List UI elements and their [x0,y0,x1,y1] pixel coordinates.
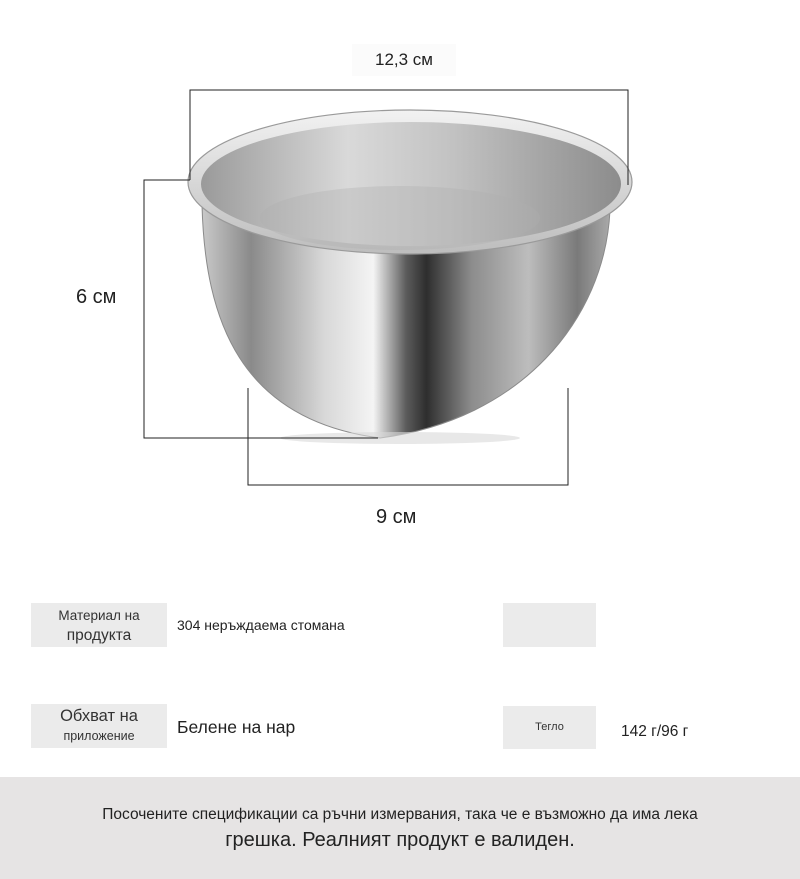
disclaimer-line1: Посочените спецификации са ръчни измервания, така че е възможно да има лека [102,806,698,823]
scope-label-line2: приложение [63,729,135,743]
weight-label: Тегло [503,706,596,749]
bowl-inner-bottom [260,186,540,250]
bottom-width-label: 9 см [376,506,417,528]
scope-label [31,704,167,748]
disclaimer-band [0,777,800,879]
top-width-label: 12,3 см [352,44,456,76]
material-value: 304 неръждаема стомана [177,617,345,633]
weight-value: 142 г/96 г [621,723,689,740]
scope-label-line1: Обхват на [60,707,138,725]
disclaimer-line2: грешка. Реалният продукт е валиден. [225,829,575,851]
height-label: 6 см [76,286,117,308]
material-label [31,603,167,647]
material-label-line2: продукта [66,627,132,644]
scope-value: Белене на нар [177,717,296,737]
material-label-line1: Материал на [58,608,140,623]
empty-spec-label [503,603,596,647]
